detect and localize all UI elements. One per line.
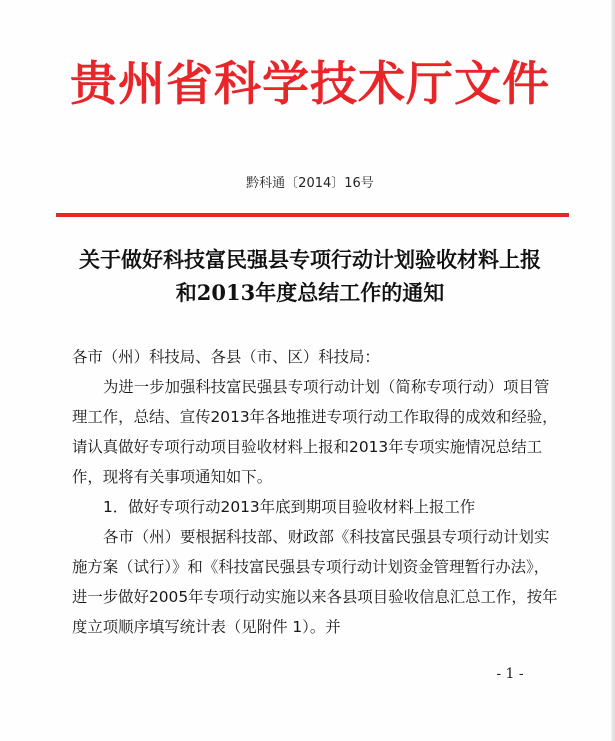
notice-title <box>50 243 570 309</box>
notice-title-line-1: 关于做好科技富民强县专项行动计划验收材料上报 <box>79 247 541 272</box>
notice-body <box>72 342 562 642</box>
section-1-heading: 1．做好专项行动2013年底到期项目验收材料上报工作 <box>103 498 476 516</box>
page-number: - 1 - <box>496 666 524 682</box>
document-number: 黔科通〔2014〕16号 <box>246 176 374 191</box>
section-1-paragraph: 各市（州）要根据科技部、财政部《科技富民强县专项行动计划实施方案（试行）》和《科技富民强县专项行动计划资金管理暂行办法》，进一步做好2005年专项行动实施以来各县项目验收信息汇总工作，按年度立项顺序填写统计表（见附件 1）。并 <box>72 528 558 636</box>
red-header-rule <box>56 213 569 217</box>
scan-edge-shadow <box>611 0 615 741</box>
issuing-authority-header: 贵州省科学技术厅文件 <box>70 57 550 112</box>
intro-paragraph: 为进一步加强科技富民强县专项行动计划（简称专项行动）项目管理工作，总结、宣传2013年各地推进专项行动工作取得的成效和经验，请认真做好专项行动项目验收材料上报和2013年专项实施情况总结工作，现将有关事项通知如下。 <box>72 378 558 486</box>
notice-title-line-2: 和2013年度总结工作的通知 <box>175 280 445 305</box>
salutation: 各市（州）科技局、各县（市、区）科技局： <box>72 348 380 366</box>
